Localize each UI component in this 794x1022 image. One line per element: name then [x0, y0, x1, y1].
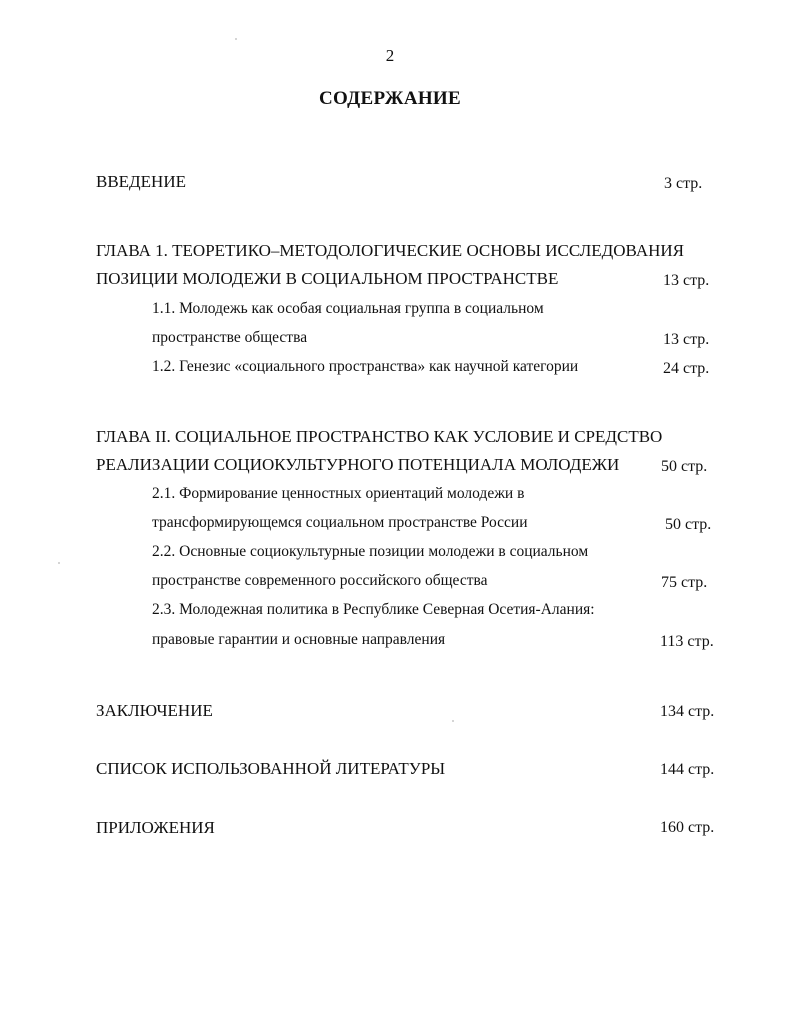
toc-chapter2-page: 50 стр.: [661, 458, 708, 475]
toc-bibliography-label: СПИСОК ИСПОЛЬЗОВАННОЙ ЛИТЕРАТУРЫ: [96, 759, 446, 778]
toc-appendix-page: 160 стр.: [660, 819, 715, 836]
toc-conclusion-page: 134 стр.: [660, 703, 715, 720]
toc-intro-page: 3 стр.: [664, 175, 703, 192]
toc-section-2-3-page: 113 стр.: [660, 633, 714, 650]
toc-conclusion-label: ЗАКЛЮЧЕНИЕ: [96, 701, 213, 720]
toc-section-2-2-line2: пространстве современного российского общества: [152, 572, 488, 589]
toc-section-2-1-page: 50 стр.: [665, 516, 712, 533]
toc-section-1-1-page: 13 стр.: [663, 331, 710, 348]
toc-bibliography-page: 144 стр.: [660, 761, 715, 778]
toc-chapter1-line1: ГЛАВА 1. ТЕОРЕТИКО–МЕТОДОЛОГИЧЕСКИЕ ОСНОВЫ ИССЛЕДОВАНИЯ: [96, 241, 684, 260]
page-title: СОДЕРЖАНИЕ: [319, 88, 461, 109]
page-number: 2: [385, 46, 395, 65]
toc-section-2-3-line1: 2.3. Молодежная политика в Республике Северная Осетия-Алания:: [152, 601, 595, 618]
toc-section-1-1-line1: 1.1. Молодежь как особая социальная группа в социальном: [152, 300, 544, 317]
toc-chapter1-line2: ПОЗИЦИИ МОЛОДЕЖИ В СОЦИАЛЬНОМ ПРОСТРАНСТВЕ: [96, 269, 559, 288]
toc-section-2-1-line1: 2.1. Формирование ценностных ориентаций молодежи в: [152, 485, 525, 502]
toc-chapter1-page: 13 стр.: [663, 272, 710, 289]
scan-speck: [58, 562, 60, 564]
toc-section-2-2-line1: 2.2. Основные социокультурные позиции молодежи в социальном: [152, 543, 589, 560]
toc-chapter2-line2: РЕАЛИЗАЦИИ СОЦИОКУЛЬТУРНОГО ПОТЕНЦИАЛА МОЛОДЕЖИ: [96, 455, 620, 474]
toc-section-1-2-line1: 1.2. Генезис «социального пространства» как научной категории: [152, 358, 579, 375]
toc-section-2-3-line2: правовые гарантии и основные направления: [152, 631, 446, 648]
toc-section-1-2-page: 24 стр.: [663, 360, 710, 377]
toc-section-2-2-page: 75 стр.: [661, 574, 708, 591]
scan-speck: [452, 720, 454, 722]
toc-section-1-1-line2: пространстве общества: [152, 329, 308, 346]
toc-intro-label: ВВЕДЕНИЕ: [96, 172, 186, 191]
scan-speck: [235, 38, 237, 40]
toc-appendix-label: ПРИЛОЖЕНИЯ: [96, 818, 215, 837]
toc-chapter2-line1: ГЛАВА II. СОЦИАЛЬНОЕ ПРОСТРАНСТВО КАК УСЛОВИЕ И СРЕДСТВО: [96, 427, 663, 446]
toc-section-2-1-line2: трансформирующемся социальном пространстве России: [152, 514, 528, 531]
